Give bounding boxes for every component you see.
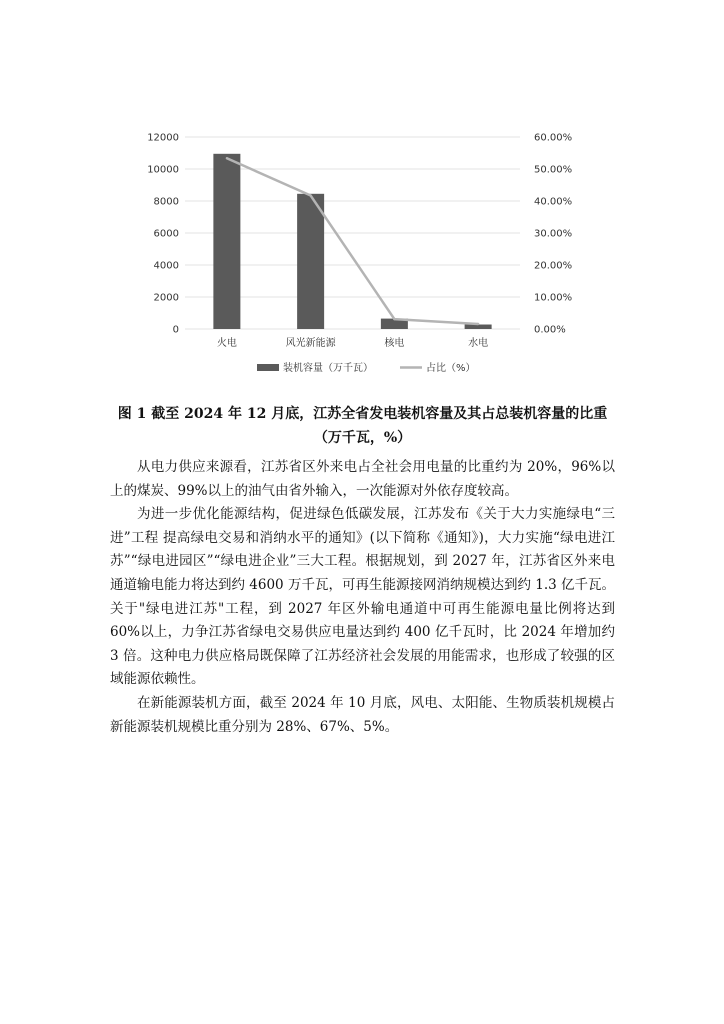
left-tick-label: 4000	[153, 260, 179, 272]
share-line	[226, 157, 480, 325]
chart-legend	[257, 361, 476, 374]
share-point	[309, 194, 311, 196]
right-tick-label: 30.00%	[534, 228, 573, 240]
left-tick-label: 8000	[153, 196, 179, 208]
left-tick-label: 6000	[153, 228, 179, 240]
paragraph-power-supply: 从电力供应来源看，江苏省区外来电占全社会用电量的比重约为 20%，96%以上的煤炭、99%以上的油气由省外输入，一次能源对外依存度较高。	[110, 459, 615, 499]
right-tick-label: 10.00%	[534, 292, 573, 304]
paragraph-new-energy: 在新能源装机方面，截至 2024 年 10 月底，风电、太阳能、生物质装机规模占新能源装机规模比重分别为 28%、67%、5%。	[110, 694, 615, 735]
right-tick-label: 0.00%	[534, 324, 566, 336]
left-tick-label: 2000	[153, 292, 179, 304]
legend-bar-label: 装机容量（万千瓦）	[283, 363, 373, 374]
left-tick-label: 12000	[147, 132, 179, 144]
left-tick-label: 0	[172, 324, 179, 336]
right-tick-label: 60.00%	[534, 132, 573, 144]
share-series-line	[227, 158, 478, 324]
left-tick-label: 10000	[147, 164, 179, 176]
share-point	[393, 318, 395, 320]
right-tick-label: 50.00%	[534, 164, 573, 176]
right-tick-label: 20.00%	[534, 260, 573, 272]
category-label: 火电	[216, 338, 237, 349]
right-tick-label: 40.00%	[534, 196, 573, 208]
bar	[213, 154, 240, 329]
body-text	[110, 456, 615, 739]
capacity-chart	[130, 120, 600, 390]
category-label: 核电	[384, 338, 405, 349]
right-axis-ticks	[534, 133, 572, 336]
share-point	[477, 323, 479, 325]
paragraph-green-power: 为进一步优化能源结构，促进绿色低碳发展，江苏发布《关于大力实施绿电“三进”工程 提高绿电交易和消纳水平的通知》(以下简称《通知》)，大力实施“绿电进江苏”“绿电进园区”“绿电进企业”三大工程。根据规划，到 2027 年，江苏省区外来电通道输电能力将达到约 4600 万千瓦，可再生能源接网消纳规模达到约 1.3 亿千瓦。关于"绿电进江苏"工程，到 2027 年区外输电通道中可再生能源电量比例将达到 60%以上，力争江苏省绿电交易供应电量达到约 400 亿千瓦时，比 2024 年增加约 3 倍。这种电力供应格局既保障了江苏经济社会发展的用能需求，也形成了较强的区域能源依赖性。	[110, 506, 615, 688]
figure-caption: 图 1 截至 2024 年 12 月底，江苏全省发电装机容量及其占总装机容量的比重（万千瓦，%）	[117, 406, 608, 446]
left-axis-ticks	[147, 133, 179, 336]
capacity-bars	[213, 154, 491, 329]
bar	[297, 194, 324, 329]
category-label: 水电	[468, 338, 489, 349]
legend-line-label: 占比（%）	[426, 363, 476, 374]
legend-bar-swatch	[257, 364, 279, 371]
category-label: 风光新能源	[285, 338, 336, 349]
share-point	[226, 157, 228, 159]
category-labels	[217, 336, 488, 349]
